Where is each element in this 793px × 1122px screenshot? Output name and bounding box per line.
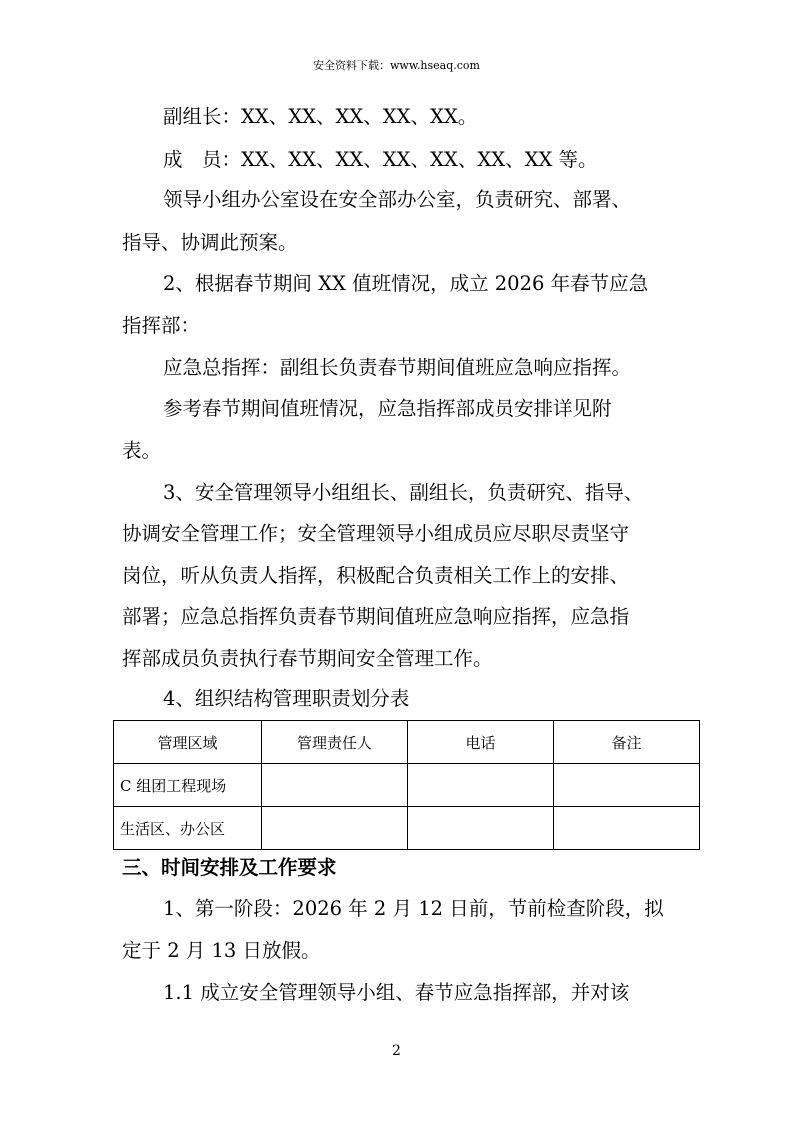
table-cell (262, 807, 408, 850)
text-line: 表。 (122, 439, 162, 462)
text-line: 指挥部： (122, 314, 201, 337)
table-header-cell: 管理责任人 (262, 721, 408, 764)
section-heading: 三、时间安排及工作要求 (122, 856, 337, 879)
table-header-row (114, 721, 700, 764)
table-cell (554, 764, 700, 807)
page-header: 安全资料下载：www.hseaq.com (313, 59, 480, 72)
text-line: 部署；应急总指挥负责春节期间值班应急响应指挥，应急指 (122, 605, 630, 628)
text-line: 指导、协调此预案。 (122, 231, 298, 254)
text-line: 参考春节期间值班情况，应急指挥部成员安排详见附 (163, 397, 612, 420)
text-line: 挥部成员负责执行春节期间安全管理工作。 (122, 647, 493, 670)
text-line: 1.1 成立安全管理领导小组、春节应急指挥部，并对该 (163, 981, 630, 1004)
table-caption: 4、组织结构管理职责划分表 (163, 687, 410, 710)
text-line: 成 员：XX、XX、XX、XX、XX、XX、XX 等。 (163, 148, 598, 171)
table-header-cell: 备注 (554, 721, 700, 764)
text-line: 领导小组办公室设在安全部办公室，负责研究、部署、 (163, 188, 632, 211)
text-line: 2、根据春节期间 XX 值班情况，成立 2026 年春节应急 (163, 272, 649, 295)
table-header-cell: 管理区域 (114, 721, 262, 764)
text-line: 协调安全管理工作；安全管理领导小组成员应尽职尽责坚守 (122, 522, 630, 545)
table-cell: 生活区、办公区 (114, 807, 262, 850)
text-line: 岗位，听从负责人指挥，积极配合负责相关工作上的安排、 (122, 564, 630, 587)
table-cell (554, 807, 700, 850)
table-cell (408, 807, 554, 850)
text-line: 1、第一阶段：2026 年 2 月 12 日前，节前检查阶段，拟 (163, 897, 664, 920)
table-cell (262, 764, 408, 807)
table-row (114, 764, 700, 807)
text-line: 应急总指挥：副组长负责春节期间值班应急响应指挥。 (163, 356, 632, 379)
table-cell (408, 764, 554, 807)
text-line: 副组长：XX、XX、XX、XX、XX。 (163, 105, 478, 128)
duty-table (113, 720, 700, 850)
table-header-cell: 电话 (408, 721, 554, 764)
table-row (114, 807, 700, 850)
text-line: 3、安全管理领导小组组长、副组长，负责研究、指导、 (163, 481, 644, 504)
table-cell: C 组团工程现场 (114, 764, 262, 807)
text-line: 定于 2 月 13 日放假。 (122, 939, 321, 962)
page-number: 2 (392, 1043, 401, 1059)
